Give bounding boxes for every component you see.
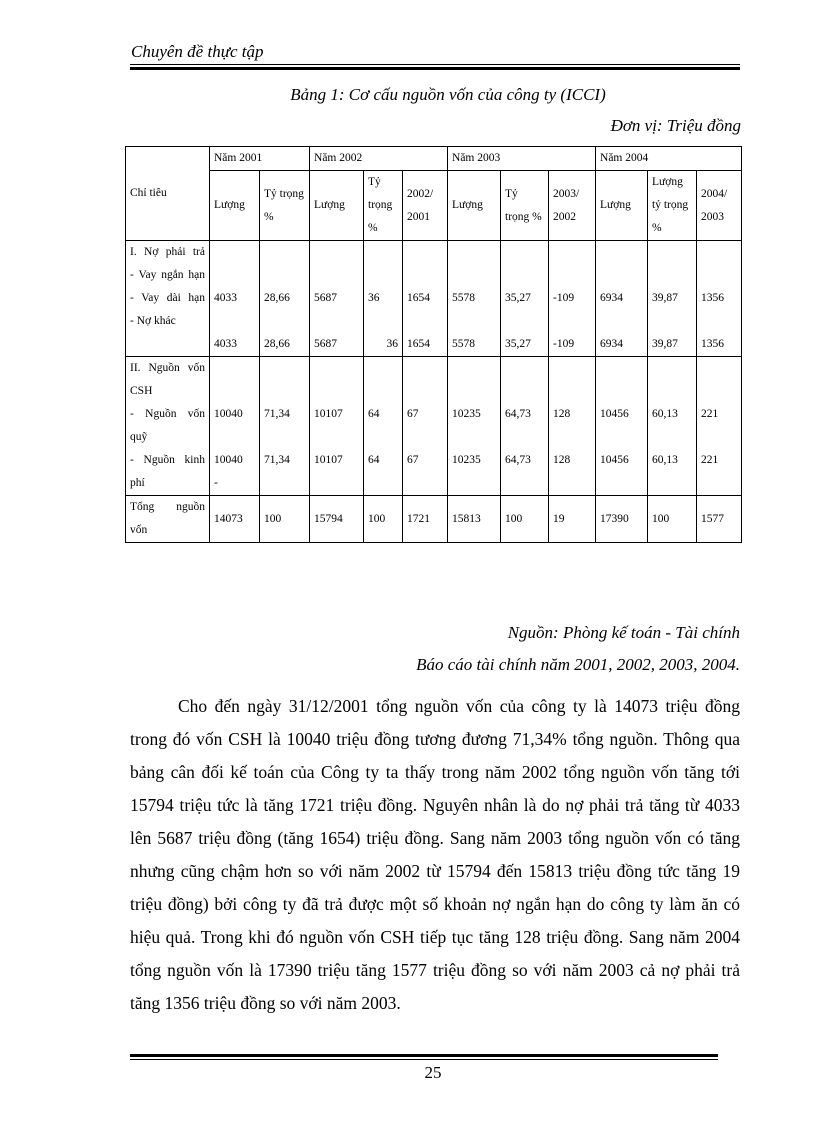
total-c4: 100	[364, 496, 403, 543]
sub-ratio-2003: 2003/ 2002	[549, 171, 596, 241]
total-c9: 17390	[596, 496, 648, 543]
extra-dash: -	[214, 477, 218, 489]
body-paragraph	[130, 690, 740, 1020]
g2-c10: 60,13 60,13	[648, 357, 697, 496]
corner-label: Chỉ tiêu	[126, 147, 210, 241]
sub-ty-trong: Tỷ trọng %	[501, 171, 549, 241]
row-label-nguon-von-quy: - Nguồn vốn quỹ	[130, 408, 205, 443]
total-c5: 1721	[403, 496, 448, 543]
total-c6: 15813	[448, 496, 501, 543]
g1-c9: 6934 6934	[596, 241, 648, 357]
year-2001: Năm 2001	[210, 147, 310, 171]
g1-c7: 35,27 35,27	[501, 241, 549, 357]
g1-c10: 39,87 39,87	[648, 241, 697, 357]
group2-title: II. Nguồn vốn CSH	[130, 362, 205, 397]
g2-c5: 67 67	[403, 357, 448, 496]
source-line-1: Nguồn: Phòng kế toán - Tài chính	[507, 623, 740, 642]
total-c10: 100	[648, 496, 697, 543]
sub-ty-trong: Tỷ trọng %	[364, 171, 403, 241]
total-c7: 100	[501, 496, 549, 543]
g2-c1: 10040 10040 -	[210, 357, 260, 496]
g2-c7: 64,73 64,73	[501, 357, 549, 496]
header-rule-thick	[130, 67, 740, 70]
g1-c6: 5578 5578	[448, 241, 501, 357]
footer-rule-thin	[130, 1059, 718, 1060]
g1-c3: 5687 5687	[310, 241, 364, 357]
year-header-row	[126, 147, 742, 171]
g2-c11: 221 221	[697, 357, 742, 496]
footer-rule-thick	[130, 1054, 718, 1057]
group2-row	[126, 357, 742, 496]
sub-luong: Lượng	[448, 171, 501, 241]
group1-row	[126, 241, 742, 357]
g1-c1: 4033 4033	[210, 241, 260, 357]
g1-c8: -109 -109	[549, 241, 596, 357]
total-c2: 100	[260, 496, 310, 543]
g2-c2: 71,34 71,34	[260, 357, 310, 496]
total-c1: 14073	[210, 496, 260, 543]
sub-ty-trong: Tỷ trọng %	[260, 171, 310, 241]
total-c8: 19	[549, 496, 596, 543]
source-line-2: Báo cáo tài chính năm 2001, 2002, 2003, 2004.	[416, 655, 740, 674]
row-label-vay-ngan-han: - Vay ngắn hạn	[130, 269, 205, 281]
total-label: Tổng nguồn vốn	[126, 496, 210, 543]
sub-luong: Lượng	[310, 171, 364, 241]
row-label-vay-dai-han: - Vay dài hạn	[130, 292, 205, 304]
g2-c4: 64 64	[364, 357, 403, 496]
header-rule-thin	[130, 64, 740, 65]
sub-luong: Lượng	[596, 171, 648, 241]
row-label-no-khac: - Nợ khác	[130, 315, 176, 327]
page-number: 25	[424, 1063, 442, 1082]
group1-title: I. Nợ phải trả	[130, 246, 205, 258]
g2-c6: 10235 10235	[448, 357, 501, 496]
unit-label: Đơn vị: Triệu đồng	[610, 116, 741, 135]
group2-label	[126, 357, 210, 496]
page-header: Chuyên đề thực tập	[131, 42, 264, 61]
sub-ratio-2002: 2002/ 2001	[403, 171, 448, 241]
capital-structure-table	[125, 146, 742, 543]
g1-c2: 28,66 28,66	[260, 241, 310, 357]
year-2003: Năm 2003	[448, 147, 596, 171]
g1-c4: 36 36	[364, 241, 403, 357]
group1-label	[126, 241, 210, 357]
year-2002: Năm 2002	[310, 147, 448, 171]
total-c3: 15794	[310, 496, 364, 543]
g2-c3: 10107 10107	[310, 357, 364, 496]
table-caption: Bảng 1: Cơ cấu nguồn vốn của công ty (ICCI)	[290, 85, 606, 104]
sub-ratio-2004: 2004/ 2003	[697, 171, 742, 241]
total-row	[126, 496, 742, 543]
g2-c9: 10456 10456	[596, 357, 648, 496]
row-label-nguon-kinh-phi: - Nguồn kinh phí	[130, 454, 205, 489]
g1-c5: 1654 1654	[403, 241, 448, 357]
g1-c11: 1356 1356	[697, 241, 742, 357]
total-c11: 1577	[697, 496, 742, 543]
sub-luong-ty-trong: Lượng tỷ trọng %	[648, 171, 697, 241]
sub-header-row	[126, 171, 742, 241]
sub-luong: Lượng	[210, 171, 260, 241]
g2-c8: 128 128	[549, 357, 596, 496]
paragraph-text: Cho đến ngày 31/12/2001 tổng nguồn vốn của công ty là 14073 triệu đồng trong đó vốn CSH là 10040 triệu đồng tương đương 71,34% tổng nguồn. Thông qua bảng cân đối kế toán của Công ty ta thấy trong năm 2002 tổng nguồn vốn tăng tới 15794 triệu tức là tăng 1721 triệu đồng. Nguyên nhân là do nợ phải trả tăng từ 4033 lên 5687 triệu đồng (tăng 1654) triệu đồng. Sang năm 2003 tổng nguồn vốn có tăng nhưng cũng chậm hơn so với năm 2002 từ 15794 đến 15813 triệu đồng tức tăng 19 triệu đồng) bởi công ty đã trả được một số khoản nợ ngắn hạn do công ty làm ăn có hiệu quả. Trong khi đó nguồn vốn CSH tiếp tục tăng 128 triệu đồng. Sang năm 2004 tổng nguồn vốn là 17390 triệu tăng 1577 triệu đồng so với năm 2003 cả nợ phải trả tăng 1356 triệu đồng so với năm 2003.	[130, 696, 740, 1013]
year-2004: Năm 2004	[596, 147, 742, 171]
